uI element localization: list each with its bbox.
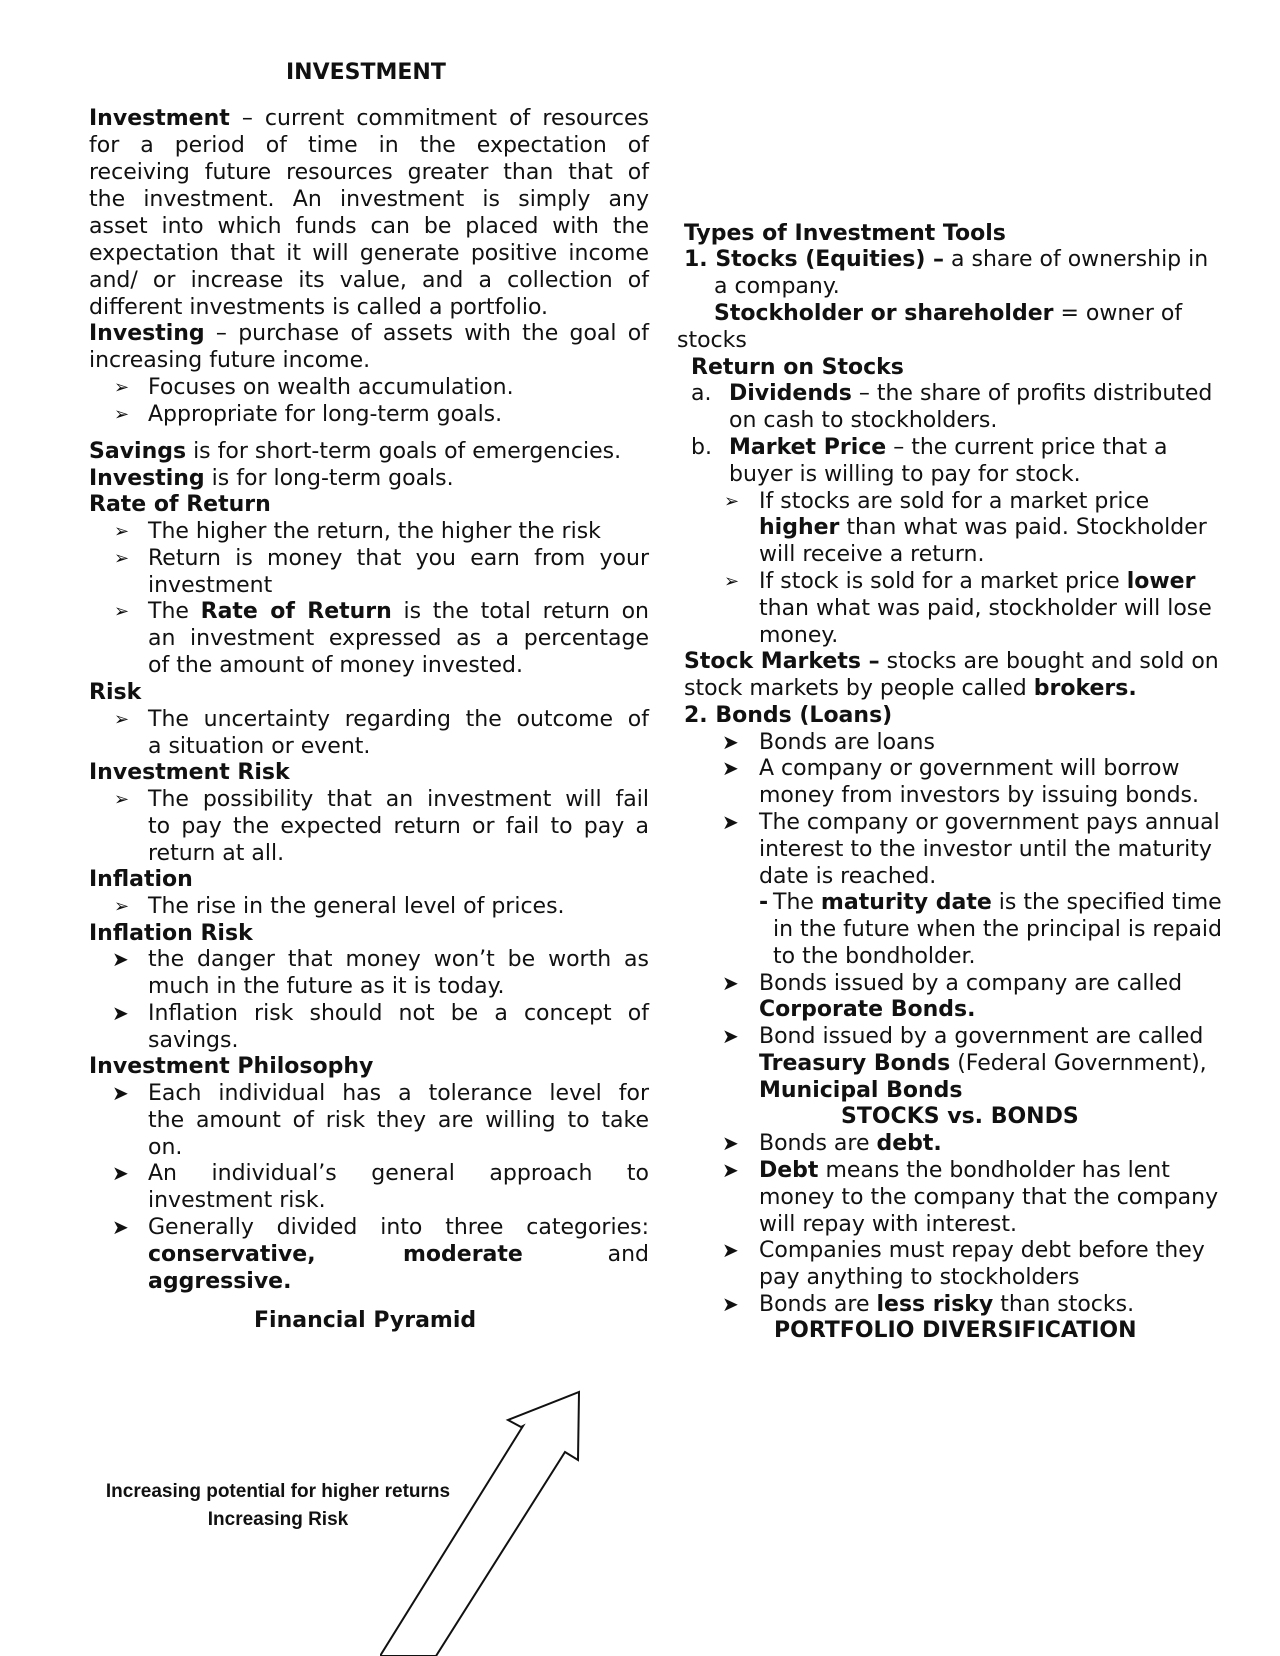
list-item: Appropriate for long-term goals. [148, 402, 503, 427]
text: is for short-term goals of emergencies. [186, 439, 622, 464]
maturity-item-line: in the future when the principal is repaid [773, 917, 1223, 942]
investment-definition-line: expectation that it will generate positive income [89, 241, 649, 266]
list-item: Bonds issued by a company are called [759, 971, 1183, 996]
text: – the share of profits distributed [851, 381, 1213, 406]
arrowhead-bullet-icon: ➢ [724, 571, 740, 592]
maturity-item-line: to the bondholder. [773, 944, 976, 969]
list-item [759, 1157, 1170, 1184]
text: a share of ownership in [944, 247, 1209, 272]
return-on-stocks-heading: Return on Stocks [691, 355, 904, 380]
arrowhead-bullet-icon: ➢ [724, 491, 740, 512]
text: – the current price that a [886, 435, 1168, 460]
investing-definition [89, 320, 649, 347]
arrowhead-bullet-icon: ➤ [722, 1292, 739, 1316]
text: The [148, 599, 201, 624]
arrowhead-bullet-icon: ➤ [112, 1161, 129, 1185]
investment-philosophy-heading: Investment Philosophy [89, 1054, 374, 1079]
list-item-line [759, 1050, 1207, 1077]
investment-definition-line: and/ or increase its value, and a collection of [89, 268, 649, 293]
market-price-item [729, 434, 1168, 461]
list-item-line: investment [148, 573, 273, 598]
rate-of-return-term: Rate of Return [200, 599, 392, 624]
arrowhead-bullet-icon: ➤ [722, 810, 739, 834]
list-item-line: much in the future as it is today. [148, 974, 505, 999]
text: = owner of [1053, 301, 1183, 326]
arrowhead-bullet-icon: ➤ [722, 1238, 739, 1262]
list-item-line: the amount of risk they are willing to take [148, 1108, 649, 1133]
investment-definition-line: the investment. An investment is simply any [89, 187, 649, 212]
text: (Federal Government), [950, 1051, 1207, 1076]
stockholder-term: Stockholder or shareholder [714, 301, 1054, 326]
list-item-line: savings. [148, 1028, 239, 1053]
arrowhead-bullet-icon: ➢ [114, 521, 130, 542]
stocks-term: 1. Stocks (Equities) – [684, 247, 945, 272]
list-item: Inflation risk should not be a concept of [148, 1001, 649, 1026]
list-item-line: date is reached. [759, 864, 937, 889]
list-item-line: money. [759, 623, 839, 648]
savings-term: Savings [89, 439, 187, 464]
list-item-line: will receive a return. [759, 542, 985, 567]
less-risky-term: less risky [876, 1292, 994, 1317]
list-item [759, 1291, 1134, 1318]
arrowhead-bullet-icon: ➤ [112, 1081, 129, 1105]
brokers-term: brokers. [1033, 676, 1137, 701]
list-item-line: to pay the expected return or fail to pay a [148, 814, 649, 839]
text: – current commitment of resources [229, 106, 649, 131]
list-item-line: an investment expressed as a percentage [148, 626, 649, 651]
arrowhead-bullet-icon: ➤ [722, 756, 739, 780]
portfolio-diversification-heading: PORTFOLIO DIVERSIFICATION [774, 1318, 1137, 1343]
list-item: The rise in the general level of prices. [148, 894, 565, 919]
arrowhead-bullet-icon: ➤ [722, 1024, 739, 1048]
arrowhead-bullet-icon: ➢ [114, 896, 130, 917]
financial-pyramid-heading: Financial Pyramid [254, 1308, 477, 1333]
list-item [148, 598, 649, 625]
arrow-label-returns: Increasing potential for higher returns [105, 1481, 451, 1502]
investment-definition-line: for a period of time in the expectation of [89, 133, 649, 158]
text: is the total return on [391, 599, 649, 624]
dash-marker: - [759, 890, 769, 915]
treasury-bonds-term: Treasury Bonds [759, 1051, 951, 1076]
list-item: the danger that money won’t be worth as [148, 947, 649, 972]
arrowhead-bullet-icon: ➢ [114, 548, 130, 569]
text: Bonds are [759, 1131, 877, 1156]
list-item: Bonds are loans [759, 730, 935, 755]
bonds-heading: 2. Bonds (Loans) [684, 703, 893, 728]
text: The [773, 890, 821, 915]
arrowhead-bullet-icon: ➢ [114, 601, 130, 622]
list-marker: a. [691, 381, 712, 406]
text: Bonds are [759, 1292, 877, 1317]
arrowhead-bullet-icon: ➢ [114, 404, 130, 425]
category-moderate: moderate [403, 1242, 523, 1267]
investment-definition-line: different investments is called a portfolio. [89, 295, 549, 320]
list-item: The company or government pays annual [759, 810, 1220, 835]
stockholder-line: stocks [677, 328, 747, 353]
list-item-line: will repay with interest. [759, 1212, 1017, 1237]
list-item-line: pay anything to stockholders [759, 1265, 1080, 1290]
arrowhead-bullet-icon: ➤ [722, 1131, 739, 1155]
list-item-line: investment risk. [148, 1188, 326, 1213]
investing-term: Investing [89, 466, 205, 491]
text: If stock is sold for a market price [759, 569, 1127, 594]
inflation-heading: Inflation [89, 867, 193, 892]
market-price-item-line: buyer is willing to pay for stock. [729, 462, 1081, 487]
text: stocks are bought and sold on [879, 649, 1219, 674]
list-item: Each individual has a tolerance level for [148, 1081, 649, 1106]
debt-term: Debt [759, 1158, 819, 1183]
arrowhead-bullet-icon: ➤ [722, 971, 739, 995]
list-item: A company or government will borrow [759, 756, 1180, 781]
arrowhead-bullet-icon: ➤ [722, 1158, 739, 1182]
types-heading: Types of Investment Tools [684, 221, 1006, 246]
risk-heading: Risk [89, 680, 142, 705]
text: is for long-term goals. [204, 466, 454, 491]
text: means the bondholder has lent [818, 1158, 1170, 1183]
list-item: Bond issued by a government are called [759, 1024, 1204, 1049]
stocks-item-line: a company. [714, 274, 840, 299]
debt-term: debt. [876, 1131, 942, 1156]
lower-term: lower [1126, 569, 1196, 594]
text: is the specified time [991, 890, 1222, 915]
inflation-risk-heading: Inflation Risk [89, 921, 253, 946]
category-conservative: conservative, [148, 1242, 316, 1267]
list-marker: b. [691, 435, 712, 460]
list-item: An individual’s general approach to [148, 1161, 649, 1186]
maturity-item [773, 889, 1222, 916]
text: – purchase of assets with the goal of [204, 321, 649, 346]
dividends-item [729, 380, 1212, 407]
list-item-line: a situation or event. [148, 734, 371, 759]
list-item-line [759, 514, 1207, 541]
rate-of-return-heading: Rate of Return [89, 492, 271, 517]
investing-term: Investing [89, 321, 205, 346]
list-item-line: money from investors by issuing bonds. [759, 783, 1199, 808]
dividends-term: Dividends [729, 381, 852, 406]
arrowhead-bullet-icon: ➤ [112, 1001, 129, 1025]
list-item-line: interest to the investor until the maturity [759, 837, 1212, 862]
text: stock markets by people called [684, 676, 1034, 701]
higher-term: higher [759, 515, 840, 540]
stock-markets-line [684, 675, 1137, 702]
list-item [759, 568, 1195, 595]
investing-long-line [89, 465, 454, 492]
list-item-line: than what was paid, stockholder will lose [759, 596, 1212, 621]
investment-definition-line: asset into which funds can be placed with the [89, 214, 649, 239]
investing-definition-line: increasing future income. [89, 348, 371, 373]
arrowhead-bullet-icon: ➤ [112, 1215, 129, 1239]
category-aggressive: aggressive. [148, 1269, 292, 1294]
arrowhead-bullet-icon: ➤ [112, 947, 129, 971]
list-item: If stocks are sold for a market price [759, 489, 1150, 514]
text: than what was paid. Stockholder [839, 515, 1207, 540]
stocks-item [684, 246, 1208, 273]
stocks-vs-bonds-heading: STOCKS vs. BONDS [841, 1104, 1079, 1129]
list-item: The higher the return, the higher the risk [148, 519, 601, 544]
investment-definition-line [89, 105, 649, 132]
list-item: Return is money that you earn from your [148, 546, 649, 571]
municipal-bonds-term: Municipal Bonds [759, 1078, 963, 1103]
arrowhead-bullet-icon: ➢ [114, 789, 130, 810]
list-item: Companies must repay debt before they [759, 1238, 1205, 1263]
list-item: The possibility that an investment will fail [148, 787, 649, 812]
investment-term: Investment [89, 106, 230, 131]
dividends-item-line: on cash to stockholders. [729, 408, 998, 433]
list-item-line: of the amount of money invested. [148, 653, 523, 678]
arrowhead-bullet-icon: ➢ [114, 709, 130, 730]
stock-markets-line [684, 648, 1219, 675]
investment-definition-line: receiving future resources greater than that of [89, 160, 649, 185]
investment-risk-heading: Investment Risk [89, 760, 290, 785]
arrowhead-bullet-icon: ➢ [114, 377, 130, 398]
list-item-line: on. [148, 1135, 183, 1160]
list-item: Generally divided into three categories: [148, 1215, 649, 1240]
maturity-date-term: maturity date [820, 890, 992, 915]
stock-markets-term: Stock Markets – [684, 649, 880, 674]
arrow-label-risk: Increasing Risk [207, 1509, 349, 1530]
list-item [759, 1130, 942, 1157]
stockholder-line [714, 300, 1182, 327]
list-item-line: money to the company that the company [759, 1185, 1219, 1210]
savings-line [89, 438, 621, 465]
list-item: Focuses on wealth accumulation. [148, 375, 514, 400]
list-item-line: return at all. [148, 841, 285, 866]
text: than stocks. [993, 1292, 1135, 1317]
corporate-bonds-term: Corporate Bonds. [759, 997, 976, 1022]
page-title: INVESTMENT [286, 60, 446, 85]
list-item: The uncertainty regarding the outcome of [148, 707, 649, 732]
arrowhead-bullet-icon: ➤ [722, 730, 739, 754]
text: and [607, 1242, 649, 1267]
market-price-term: Market Price [729, 435, 887, 460]
